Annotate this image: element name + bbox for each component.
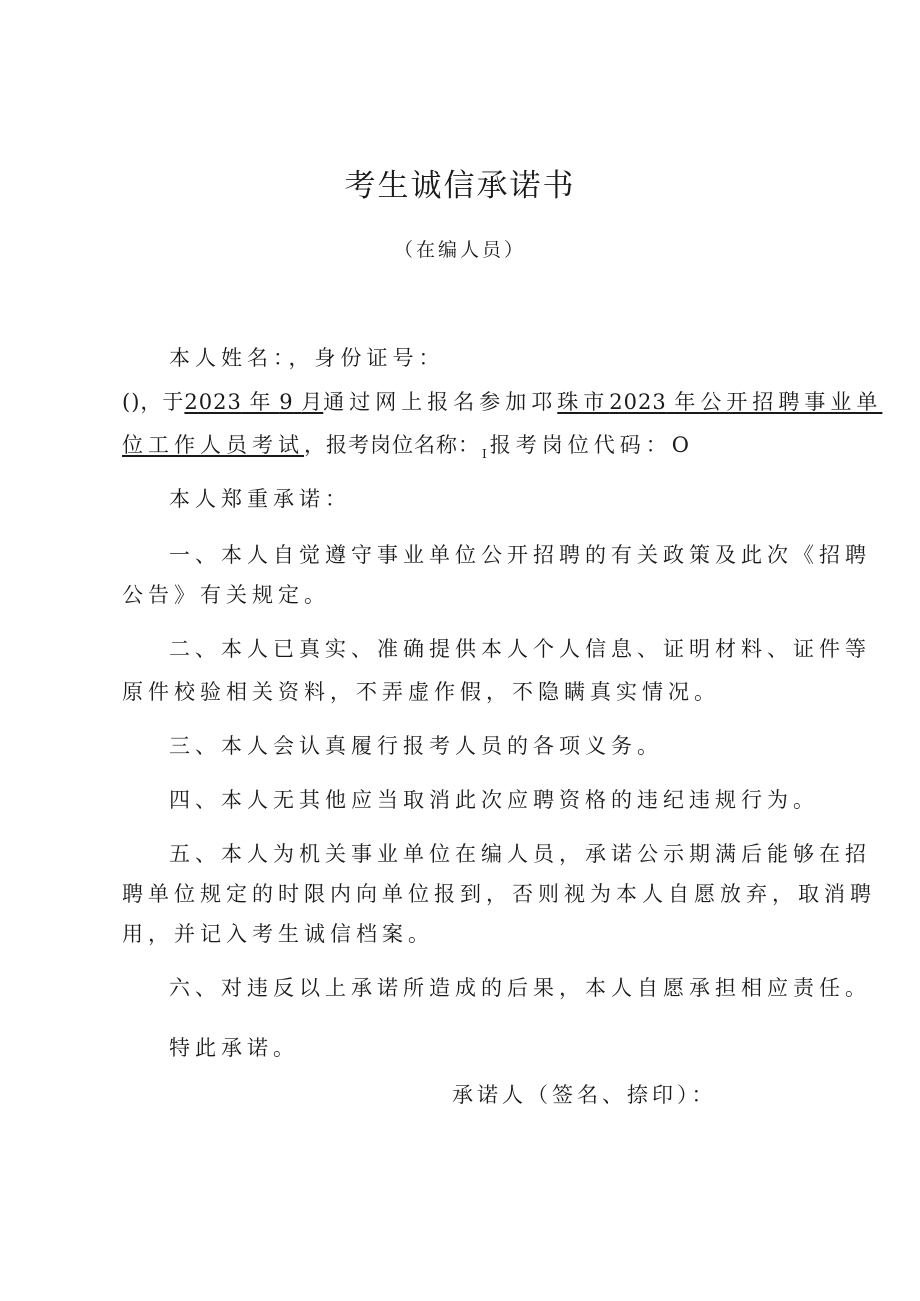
item-1-line-2: 公告》有关规定。 bbox=[122, 583, 330, 607]
intro-org-year: 2023 bbox=[609, 390, 667, 414]
intro-year-suffix: 年 bbox=[249, 390, 272, 414]
item-2-line-2: 原件校验相关资料，不弄虚作假，不隐瞒真实情况。 bbox=[122, 680, 720, 704]
intro-exam-name: 位工作人员考试 bbox=[122, 433, 304, 457]
intro-month-suffix: 月 bbox=[301, 390, 324, 414]
signature-line: 承诺人（签名、捺印）： bbox=[452, 1083, 717, 1107]
intro-tail: 年公开招聘事业单 bbox=[674, 390, 883, 414]
intro-recruitment bbox=[557, 390, 882, 414]
item-2-line-1: 二、本人已真实、准确提供本人个人信息、证明材料、证件等 bbox=[169, 637, 871, 661]
pledge-intro: 本人郑重承诺： bbox=[169, 487, 351, 511]
intro-line-3 bbox=[122, 430, 694, 469]
intro-date bbox=[184, 390, 323, 414]
post-name-label: ，报考岗位名称： bbox=[304, 433, 480, 457]
intro-org: 珠市 bbox=[557, 390, 610, 414]
intro-mid: 通过网上报名参加邛 bbox=[323, 390, 558, 414]
item-5-line-3: 用，并记入考生诚信档案。 bbox=[122, 922, 434, 946]
intro-year: 2023 bbox=[184, 390, 242, 414]
item-1-line-1: 一、本人自觉遵守事业单位公开招聘的有关政策及此次《招聘 bbox=[169, 543, 871, 567]
post-name-mark: I bbox=[482, 447, 488, 461]
document-subtitle: （在编人员） bbox=[393, 239, 526, 261]
intro-prefix: ()，于 bbox=[122, 390, 185, 414]
item-3-line-1: 三、本人会认真履行报考人员的各项义务。 bbox=[169, 734, 663, 758]
intro-line-2 bbox=[122, 387, 882, 417]
item-5-line-2: 聘单位规定的时限内向单位报到，否则视为本人自愿放弃，取消聘 bbox=[122, 882, 876, 906]
item-5-line-1: 五、本人为机关事业单位在编人员，承诺公示期满后能够在招 bbox=[169, 842, 871, 866]
document-title: 考生诚信承诺书 bbox=[344, 168, 576, 204]
intro-month: 9 bbox=[279, 390, 294, 414]
intro-line-1: 本人姓名：，身份证号： bbox=[169, 346, 445, 370]
closing-text: 特此承诺。 bbox=[169, 1036, 299, 1060]
post-code-label: 报考岗位代码：O bbox=[489, 433, 694, 457]
item-6-line-1: 六、对违反以上承诺所造成的后果，本人自愿承担相应责任。 bbox=[169, 976, 871, 1000]
item-4-line-1: 四、本人无其他应当取消此次应聘资格的违纪违规行为。 bbox=[169, 788, 819, 812]
